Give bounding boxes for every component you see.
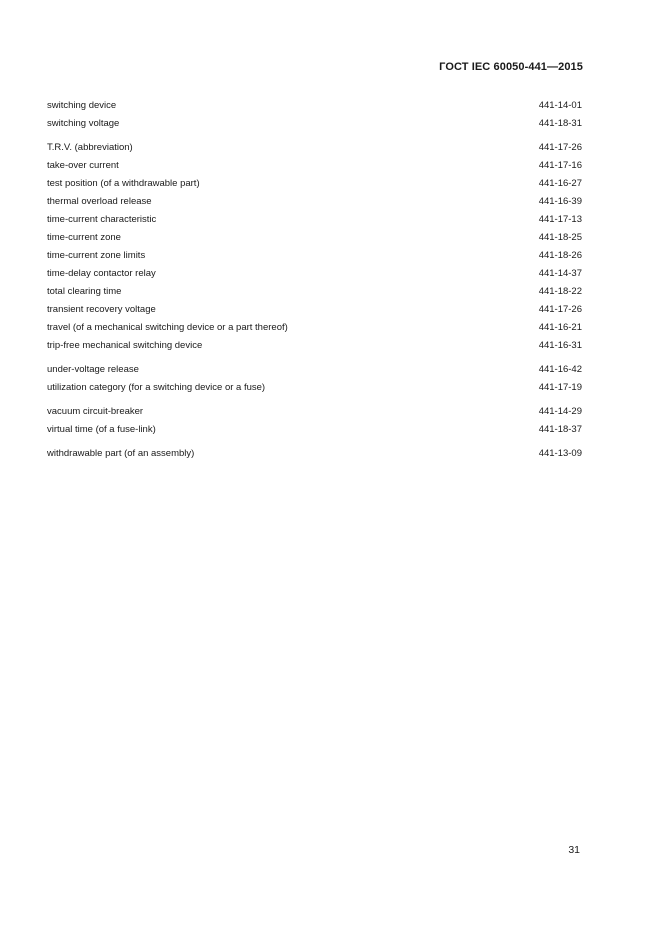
index-group: [47, 403, 582, 439]
index-term: take-over current: [47, 160, 119, 171]
index-term: total clearing time: [47, 286, 122, 297]
index-code: 441-14-29: [538, 406, 582, 417]
index-code: 441-16-31: [538, 340, 582, 351]
index-term: time-current characteristic: [47, 214, 157, 225]
index-entry: [47, 337, 582, 355]
document-header: ГОСТ IEC 60050-441—2015: [439, 61, 583, 73]
index-term: vacuum circuit-breaker: [47, 406, 144, 417]
index-entry: [47, 283, 582, 301]
index-entry: [47, 301, 582, 319]
index-term: thermal overload release: [47, 196, 152, 207]
index-group: [47, 139, 582, 355]
index-term: T.R.V. (abbreviation): [47, 142, 133, 153]
index-entry: [47, 115, 582, 133]
index-term: transient recovery voltage: [47, 304, 156, 315]
index-entry: [47, 319, 582, 337]
index-group: [47, 445, 582, 463]
index-code: 441-17-16: [538, 160, 582, 171]
index-entry: [47, 421, 582, 439]
index-code: 441-18-25: [538, 232, 582, 243]
index-code: 441-16-21: [538, 322, 582, 333]
index-code: 441-17-13: [538, 214, 582, 225]
index-entry: [47, 379, 582, 397]
index-code: 441-18-37: [538, 424, 582, 435]
index-code: 441-18-26: [538, 250, 582, 261]
index-code: 441-16-27: [538, 178, 582, 189]
index-entry: [47, 361, 582, 379]
index-term: under-voltage release: [47, 364, 139, 375]
index-term: utilization category (for a switching device or a fuse): [47, 382, 266, 393]
term-index: [47, 97, 582, 469]
index-term: withdrawable part (of an assembly): [47, 448, 195, 459]
index-term: trip-free mechanical switching device: [47, 340, 203, 351]
index-term: travel (of a mechanical switching device or a part thereof): [47, 322, 288, 333]
index-code: 441-17-26: [538, 304, 582, 315]
index-code: 441-18-31: [538, 118, 582, 129]
index-code: 441-14-37: [538, 268, 582, 279]
index-entry: [47, 247, 582, 265]
index-term: time-current zone limits: [47, 250, 146, 261]
index-code: 441-16-42: [538, 364, 582, 375]
index-code: 441-13-09: [538, 448, 582, 459]
index-entry: [47, 445, 582, 463]
index-term: time-current zone: [47, 232, 121, 243]
index-entry: [47, 403, 582, 421]
index-group: [47, 97, 582, 133]
index-term: virtual time (of a fuse-link): [47, 424, 156, 435]
index-term: test position (of a withdrawable part): [47, 178, 200, 189]
index-entry: [47, 157, 582, 175]
index-code: 441-17-26: [538, 142, 582, 153]
index-entry: [47, 211, 582, 229]
index-entry: [47, 139, 582, 157]
index-term: switching device: [47, 100, 117, 111]
index-code: 441-14-01: [538, 100, 582, 111]
page-number: 31: [568, 844, 580, 856]
index-code: 441-17-19: [538, 382, 582, 393]
index-term: switching voltage: [47, 118, 120, 129]
index-entry: [47, 97, 582, 115]
index-group: [47, 361, 582, 397]
index-entry: [47, 229, 582, 247]
index-code: 441-16-39: [538, 196, 582, 207]
index-code: 441-18-22: [538, 286, 582, 297]
index-entry: [47, 265, 582, 283]
index-term: time-delay contactor relay: [47, 268, 156, 279]
index-entry: [47, 175, 582, 193]
index-entry: [47, 193, 582, 211]
